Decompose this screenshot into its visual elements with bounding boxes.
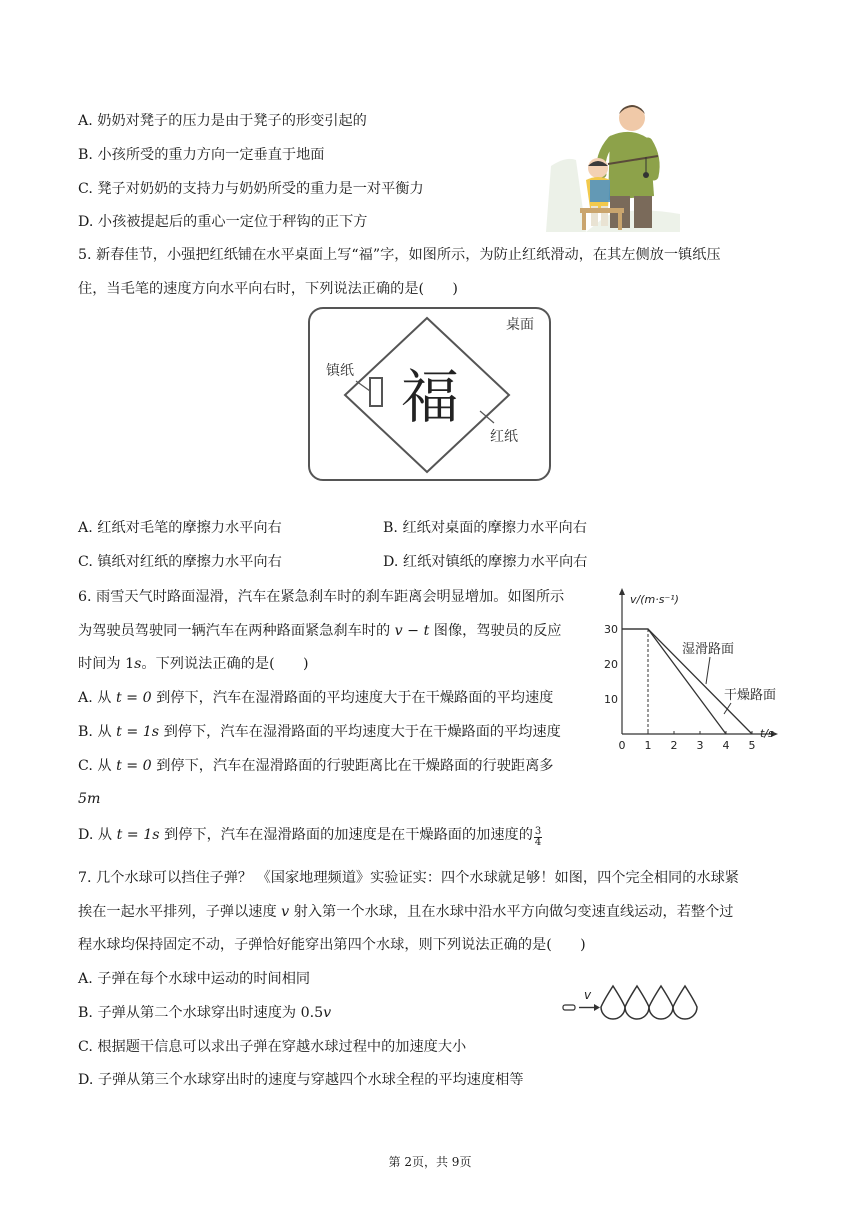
series-label-2: 干燥路面 [724,688,777,703]
water-ball-2 [625,986,649,1019]
q7-option-b: B. 子弹从第二个水球穿出时速度为 0.5v [78,1005,332,1021]
x-tick-label: 5 [748,739,756,752]
q6-stem-line3: 时间为 1s。下列说法正确的是( ) [78,656,309,672]
desk-label: 桌面 [506,317,534,333]
x-axis-label: t/s [760,727,774,740]
bullet-icon [563,1005,575,1010]
series-leader-1 [706,657,710,684]
fu-character: 福 [400,363,460,431]
q5-stem-line1: 5. 新春佳节，小强把红纸铺在水平桌面上写“福”字，如图所示，为防止红纸滑动，在其左侧放一镇纸压 [78,247,721,263]
q5-option-c: C. 镇纸对红纸的摩擦力水平向右 [78,554,282,570]
series-label-1: 湿滑路面 [682,642,735,657]
water-ball-3 [649,986,673,1019]
q5-option-d: D. 红纸对镇纸的摩擦力水平向右 [383,554,588,570]
red-paper-label: 红纸 [490,429,518,445]
x-tick-label: 4 [722,739,730,752]
water-balls-figure [560,982,702,1024]
paper-weight-label: 镇纸 [326,363,354,379]
grandma-child-illustration [546,96,680,232]
q6-stem-line1: 6. 雨雪天气时路面湿滑，汽车在紧急刹车时的刹车距离会明显增加。如图所示 [78,589,565,605]
x-tick-label: 2 [670,739,678,752]
x-tick-label: 1 [644,739,652,752]
paper-weight [370,378,382,406]
q7-option-c: C. 根据题干信息可以求出子弹在穿越水球过程中的加速度大小 [78,1039,467,1055]
q6-option-d: D. 从 t = 1s 到停下，汽车在湿滑路面的加速度是在干燥路面的加速度的 $\frac{3}{4}$ [78,825,542,848]
q5-option-a: A. 红纸对毛笔的摩擦力水平向右 [78,520,282,536]
q4-option-b: B. 小孩所受的重力方向一定垂直于地面 [78,147,325,163]
velocity-label: v [584,988,592,1002]
q4-option-a: A. 奶奶对凳子的压力是由于凳子的形变引起的 [78,113,367,129]
q4-option-c: C. 凳子对奶奶的支持力与奶奶所受的重力是一对平衡力 [78,181,424,197]
q6-option-b: B. 从 t = 1s 到停下，汽车在湿滑路面的平均速度大于在干燥路面的平均速度 [78,724,561,740]
q6-option-c-continued: 5m [78,791,101,807]
y-tick-label: 30 [604,623,618,636]
q7-stem-line1: 7. 几个水球可以挡住子弹？ 《国家地理频道》实验证实：四个水球就足够！如图，四个完全相同的水球紧 [78,870,739,886]
q5-stem-line2: 住，当毛笔的速度方向水平向右时，下列说法正确的是( ) [78,281,458,297]
y-axis-label: v/(m·s⁻¹) [630,593,679,606]
q4-option-d: D. 小孩被提起后的重心一定位于秤钩的正下方 [78,214,368,230]
q6-stem-line2: 为驾驶员驾驶同一辆汽车在两种路面紧急刹车时的 v − t 图像，驾驶员的反应 [78,623,562,639]
water-ball-4 [673,986,697,1019]
x-tick-label: 0 [618,739,626,752]
fraction-three-quarters: $\frac{3}{4}$ [534,825,542,848]
water-ball-1 [601,986,625,1019]
page-footer: 第 2页，共 9页 [388,1155,472,1169]
desk-paper-figure [306,305,554,483]
vt-graph [600,586,786,762]
q7-option-d: D. 子弹从第三个水球穿出时的速度与穿越四个水球全程的平均速度相等 [78,1072,524,1088]
y-axis-arrow [619,588,625,595]
y-tick-label: 10 [604,693,618,706]
q6-option-c: C. 从 t = 0 到停下，汽车在湿滑路面的行驶距离比在干燥路面的行驶距离多 [78,758,554,774]
q5-option-b: B. 红纸对桌面的摩擦力水平向右 [383,520,587,536]
q6-vt-math: v − t [394,623,430,639]
q6-option-a: A. 从 t = 0 到停下，汽车在湿滑路面的平均速度大于在干燥路面的平均速度 [78,690,554,706]
q7-stem-line3: 程水球均保持固定不动，子弹恰好能穿出第四个水球，则下列说法正确的是( ) [78,937,586,953]
q7-stem-line2: 挨在一起水平排列，子弹以速度 v 射入第一个水球，且在水球中沿水平方向做匀变速直线运动，若整个过 [78,904,734,920]
x-tick-label: 3 [696,739,704,752]
y-tick-label: 20 [604,658,618,671]
q7-option-a: A. 子弹在每个水球中运动的时间相同 [78,971,311,987]
arrow-right-icon [594,1004,600,1011]
